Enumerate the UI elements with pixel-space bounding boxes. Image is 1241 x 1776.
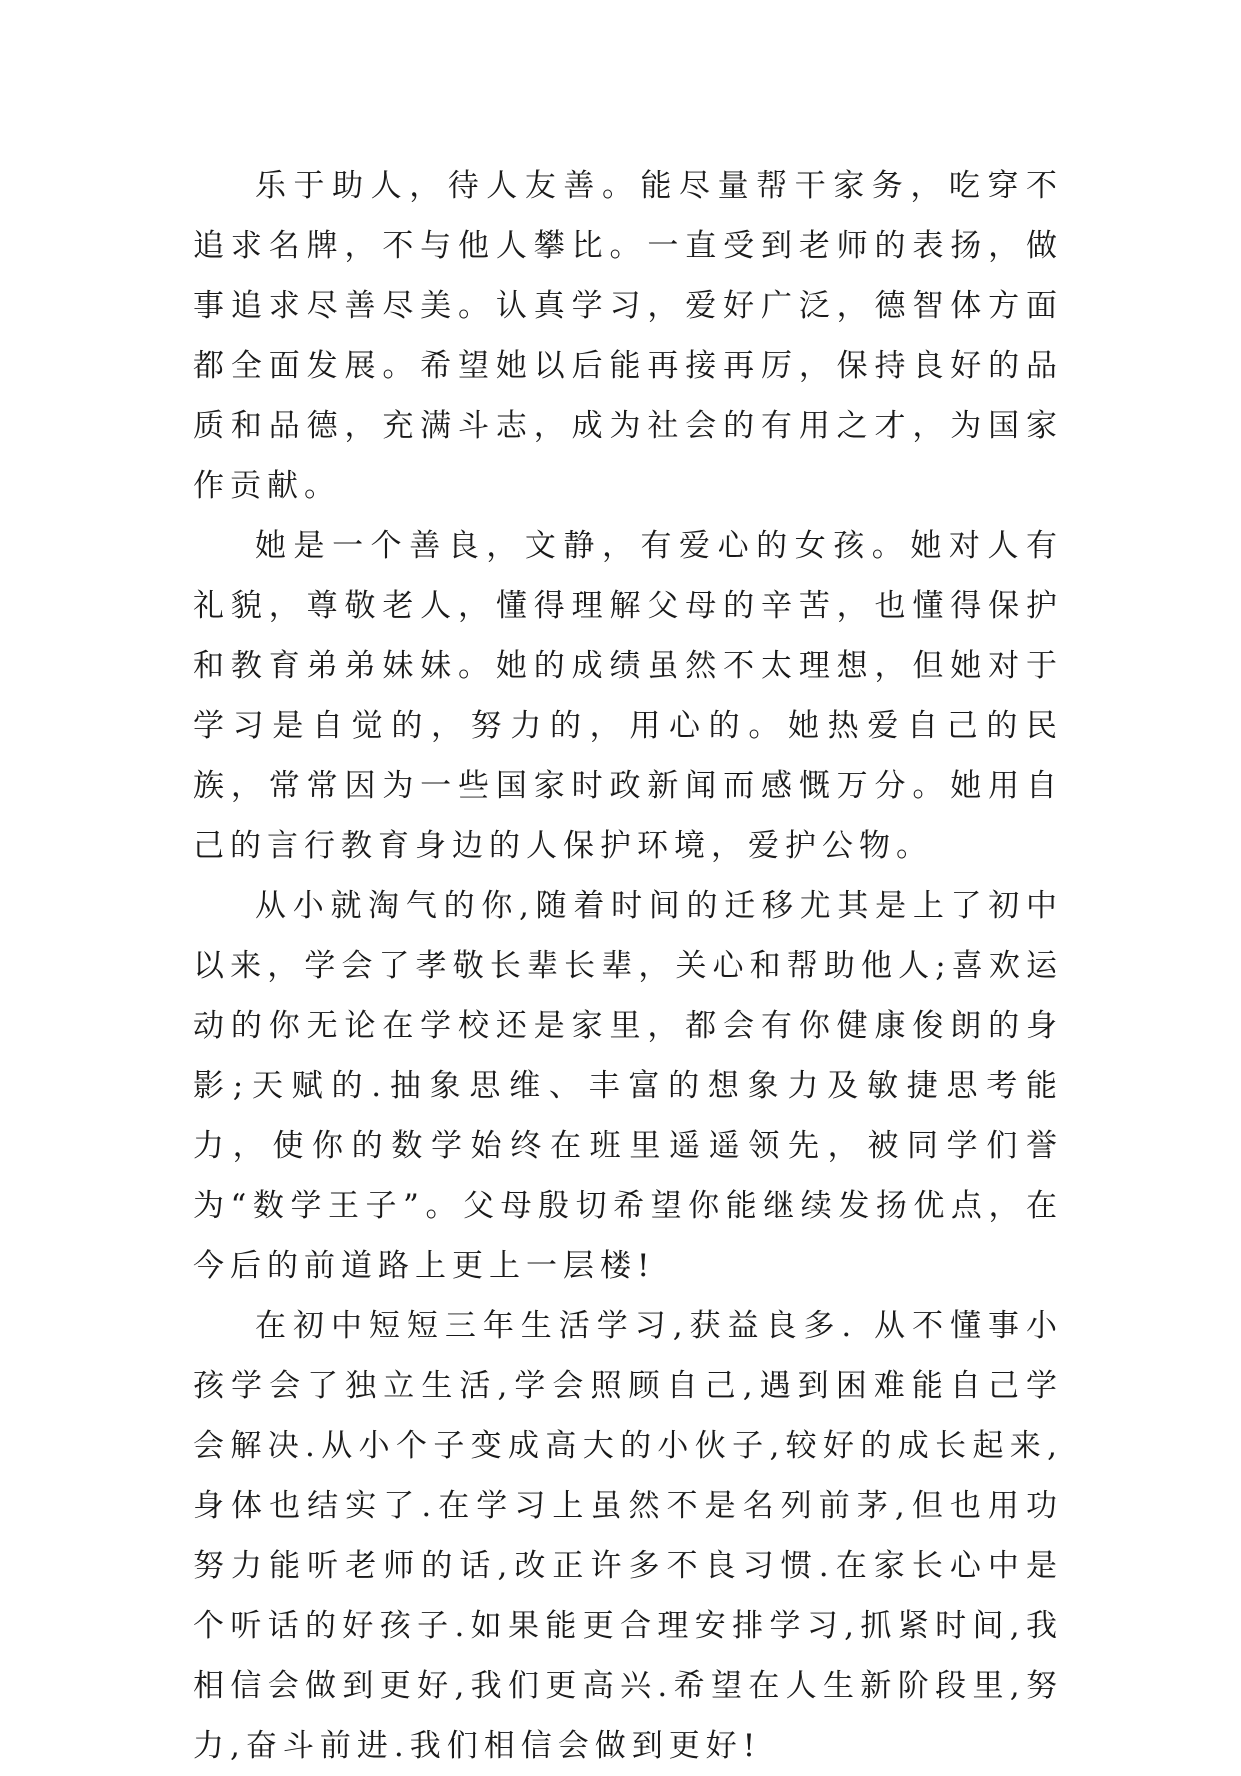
paragraph-2: 她是一个善良，文静，有爱心的女孩。她对人有礼貌，尊敬老人，懂得理解父母的辛苦，也懂得保护和教育弟弟妹妹。她的成绩虽然不太理想，但她对于学习是自觉的，努力的，用心的。她热爱自己的民族，常常因为一些国家时政新闻而感慨万分。她用自己的言行教育身边的人保护环境，爱护公物。: [193, 528, 1063, 864]
paragraph-3: 从小就淘气的你,随着时间的迁移尤其是上了初中以来，学会了孝敬长辈长辈，关心和帮助他人;喜欢运动的你无论在学校还是家里，都会有你健康俊朗的身影;天赋的.抽象思维、丰富的想象力及敏捷思考能力，使你的数学始终在班里遥遥领先，被同学们誉为“数学王子”。父母殷切希望你能继续发扬优点，在今后的前道路上更上一层楼!: [193, 888, 1063, 1284]
paragraph-1: 乐于助人，待人友善。能尽量帮干家务，吃穿不追求名牌，不与他人攀比。一直受到老师的表扬，做事追求尽善尽美。认真学习，爱好广泛，德智体方面都全面发展。希望她以后能再接再厉，保持良好的品质和品德，充满斗志，成为社会的有用之才，为国家作贡献。: [193, 168, 1063, 504]
paragraph-4: 在初中短短三年生活学习,获益良多. 从不懂事小孩学会了独立生活,学会照顾自己,遇到困难能自己学会解决.从小个子变成高大的小伙子,较好的成长起来,身体也结实了.在学习上虽然不是名列前茅,但也用功努力能听老师的话,改正许多不良习惯.在家长心中是个听话的好孩子.如果能更合理安排学习,抓紧时间,我相信会做到更好,我们更高兴.希望在人生新阶段里,努力,奋斗前进.我们相信会做到更好!: [193, 1308, 1063, 1764]
document-body: [193, 156, 1063, 1776]
